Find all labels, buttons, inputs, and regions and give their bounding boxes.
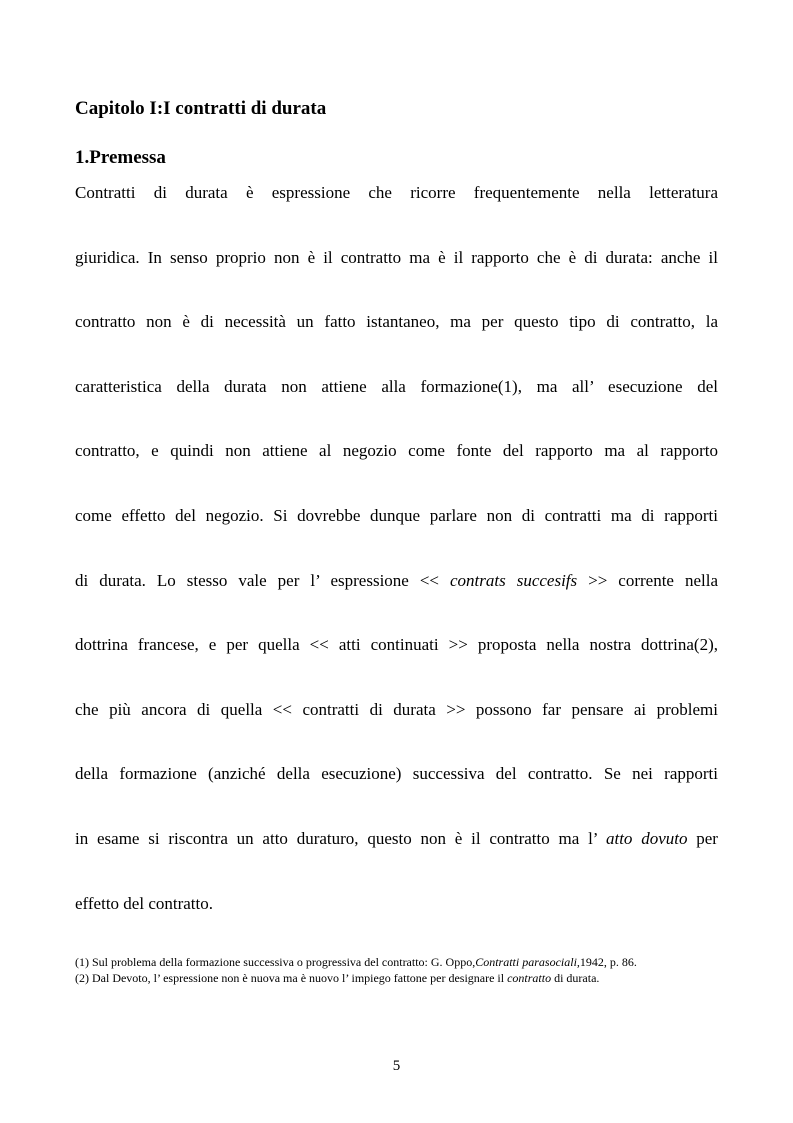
text-segment: di durata. Lo stesso vale per l’ espressione << <box>75 570 450 590</box>
body-line <box>75 376 718 398</box>
chapter-title: Capitolo I:I contratti di durata <box>75 98 327 119</box>
page-number: 5 <box>392 1058 401 1074</box>
text-segment: Contratti di durata è espressione che ricorre frequentemente nella letteratura <box>75 183 718 202</box>
text-segment: in esame si riscontra un atto duraturo, questo non è il contratto ma l’ <box>75 829 606 848</box>
body-line <box>75 182 718 204</box>
body-line <box>75 634 718 656</box>
text-segment: contratto non è di necessità un fatto istantaneo, ma per questo tipo di contratto, la <box>75 312 718 332</box>
italic-text: contrats succesifs <box>450 570 578 590</box>
italic-text: Contratti parasociali, <box>475 955 580 969</box>
text-segment: effetto del contratto. <box>75 893 213 913</box>
body-line <box>75 505 718 527</box>
italic-text: contratto <box>507 971 552 985</box>
text-segment: (2) Dal Devoto, l’ espressione non è nuova ma è nuovo l’ impiego fattone per designare il <box>75 971 508 985</box>
body-line <box>75 763 718 785</box>
text-segment: che più ancora di quella << contratti di durata >> possono far pensare ai problemi <box>75 699 718 719</box>
section-title: 1.Premessa <box>75 147 166 168</box>
text-segment: della formazione (anziché della esecuzione) successiva del contratto. Se nei rapporti <box>75 764 718 784</box>
footnotes <box>75 954 725 986</box>
text-segment: 1942, p. 86. <box>579 955 637 969</box>
body-line <box>75 247 718 269</box>
text-segment: giuridica. In senso proprio non è il contratto ma è il rapporto che è di durata: anche il <box>75 247 718 267</box>
body-line <box>75 828 718 850</box>
text-segment: (1) Sul problema della formazione successiva o progressiva del contratto: G. Oppo, <box>75 955 476 969</box>
footnote <box>75 970 725 986</box>
body-line <box>75 311 718 333</box>
body-line <box>75 893 718 915</box>
text-segment: contratto, e quindi non attiene al negozio come fonte del rapporto ma al rapporto <box>75 441 718 461</box>
text-segment: dottrina francese, e per quella << atti continuati >> proposta nella nostra dottrina(2), <box>75 635 718 655</box>
italic-text: atto dovuto <box>605 829 688 848</box>
body-line <box>75 699 718 721</box>
text-segment: >> corrente nella <box>577 570 718 590</box>
text-segment: come effetto del negozio. Si dovrebbe dunque parlare non di contratti ma di rapporti <box>75 506 718 525</box>
footnote <box>75 954 725 970</box>
text-segment: per <box>687 829 718 848</box>
body-line <box>75 440 718 462</box>
body-line <box>75 570 718 592</box>
text-segment: di durata. <box>551 971 600 985</box>
text-segment: caratteristica della durata non attiene alla formazione(1), ma all’ esecuzione del <box>75 376 718 396</box>
